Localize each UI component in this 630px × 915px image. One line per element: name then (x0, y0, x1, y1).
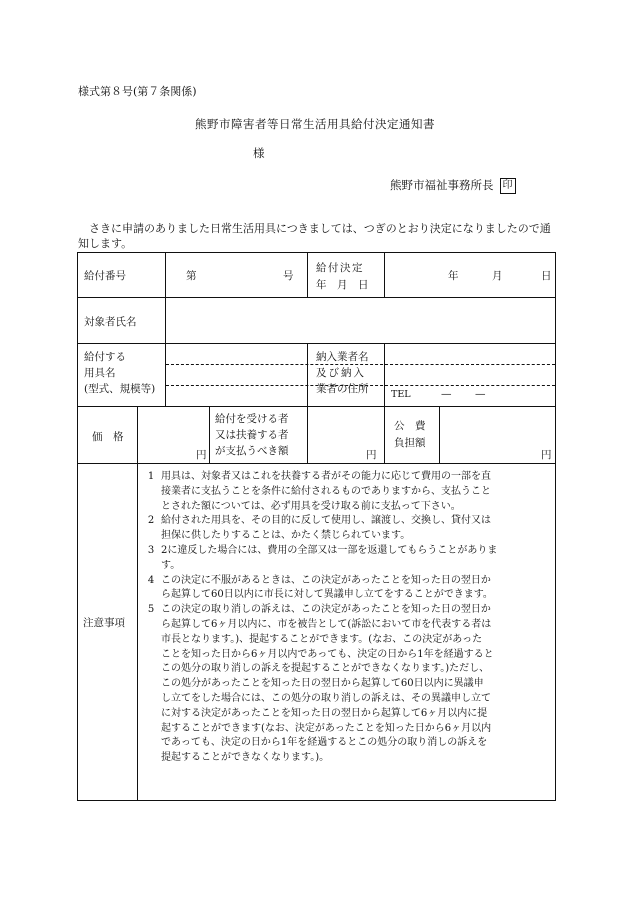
recipient-honorific: 様 (253, 146, 265, 160)
issuer-name: 熊野市福祉事務所長 (390, 178, 494, 192)
year-label: 年 (448, 270, 459, 282)
form-number-label: 様式第８号(第７条関係) (78, 85, 197, 98)
row-equipment (78, 344, 555, 407)
tel-dash: — (475, 388, 486, 400)
public-burden-yen: 円 (541, 449, 552, 461)
note-line: し立てをした場合には、この処分の取り消しの訴えは、その異議申し立て (161, 692, 491, 704)
note-line: ことを知った日から6ヶ月以内であっても、決定の日から1年を経過すると (161, 648, 494, 660)
payer-amount-label-line: が支払うべき額 (215, 445, 289, 457)
row-subject-name (78, 298, 555, 344)
equipment-label-line: 給付する (84, 351, 126, 363)
note-number: 4 (147, 574, 155, 586)
divider (307, 253, 308, 297)
dai-label: 第 (186, 270, 197, 282)
tel-label: TEL (391, 389, 411, 400)
grant-number-label: 給付番号 (84, 270, 126, 282)
notes-list (137, 464, 555, 800)
note-text (161, 544, 497, 574)
note-line: この決定に不服があるときは、この決定があったことを知った日の翌日か (161, 574, 491, 586)
go-label: 号 (283, 270, 294, 282)
row-notes (78, 464, 555, 800)
public-burden-label-line: 負担額 (394, 437, 426, 449)
note-line: ら起算して6ヶ月以内に、市を被告として(訴訟において市を代表する者は (161, 618, 492, 630)
day-label: 日 (541, 270, 552, 282)
divider (209, 407, 210, 463)
seal-box: 印 (500, 178, 516, 194)
note-line: 市長となります。)、提起することができます。(なお、この決定があった (161, 633, 483, 645)
tel-dash: — (441, 388, 452, 400)
equipment-label-line: (型式、規模等) (84, 383, 156, 395)
vendor-entry-area (384, 344, 555, 406)
note-line: 担保に供したりすることは、かたく禁じられています。 (161, 530, 411, 542)
decision-form-table (77, 252, 556, 801)
note-line: であっても、決定の日から1年を経過するとこの処分の取り消しの訴えを (161, 737, 488, 749)
vendor-label (316, 349, 369, 397)
note-text (161, 514, 491, 544)
note-line: 2に違反した場合には、費用の全部又は一部を返還してもらうことがありま (161, 545, 498, 556)
note-line: 提起することができなくなります。)。 (161, 752, 330, 764)
issuer-block (390, 177, 516, 194)
note-text (161, 574, 493, 604)
divider (384, 253, 385, 297)
row-grant-number (78, 253, 555, 298)
intro-paragraph: さきに申請のありました日常生活用具につきましては、つぎのとおり決定になりましたので通知します。 (78, 222, 551, 250)
vendor-label-line: 納入業者名 (316, 351, 369, 363)
note-line: とされた額については、必ず用具を受け取る前に支払って下さい。 (161, 500, 461, 512)
note-line: 起することができます(なお、決定があったことを知った日から6ヶ月以内 (161, 722, 492, 734)
divider (307, 344, 308, 406)
subject-name-label: 対象者氏名 (84, 316, 137, 328)
note-line: 用具は、対象者又はこれを扶養する者がその能力に応じて費用の一部を直 (161, 471, 491, 482)
public-burden-label-line: 公 費 (394, 420, 426, 432)
note-line: ら起算して60日以内に市長に対して異議申し立てをすることができます。 (161, 589, 493, 601)
document-title: 熊野市障害者等日常生活用具給付決定通知書 (195, 117, 435, 131)
price-label: 価 格 (92, 431, 124, 443)
divider (137, 407, 138, 463)
note-number: 5 (147, 604, 155, 616)
note-line: この処分があったことを知った日の翌日から起算して60日以内に異議申 (161, 678, 484, 690)
divider (165, 298, 166, 343)
payer-amount-label (215, 411, 289, 459)
note-line: この処分の取り消しの訴えを提起することができなくなります。)ただし、 (161, 663, 490, 675)
note-line: に対する決定があったことを知った日の翌日から起算して6ヶ月以内に提 (161, 707, 488, 719)
note-line: 接業者に支払うことを条件に給付されるものでありますから、支払うこと (161, 485, 491, 497)
dashed-rule (385, 385, 555, 386)
note-number: 3 (147, 545, 155, 556)
payer-amount-label-line: 又は扶養する者 (215, 429, 289, 441)
payer-amount-yen: 円 (366, 449, 377, 461)
note-line: 給付された用具を、その目的に反して使用し、譲渡し、交換し、貸付又は (161, 515, 491, 527)
note-line: す。 (161, 559, 181, 571)
divider (307, 407, 308, 463)
vendor-label-line: 業者の住所 (316, 383, 369, 395)
dashed-rule (385, 364, 555, 365)
decision-date-label-sub: 年 月 日 (316, 279, 369, 291)
price-yen: 円 (196, 449, 207, 461)
month-label: 月 (492, 270, 503, 282)
note-text (161, 603, 494, 766)
notes-label: 注意事項 (83, 617, 125, 629)
equipment-label (84, 349, 155, 397)
public-burden-label (394, 418, 426, 452)
payer-amount-label-line: 給付を受ける者 (215, 413, 289, 425)
divider (384, 407, 385, 463)
note-text (161, 470, 491, 514)
note-line: この決定の取り消しの訴えは、この決定があったことを知った日の翌日か (161, 604, 491, 616)
note-number: 1 (147, 471, 155, 482)
divider (165, 253, 166, 297)
note-number: 2 (147, 515, 155, 527)
vendor-label-line: 及び納入 (316, 367, 366, 379)
equipment-label-line: 用具名 (84, 367, 116, 379)
decision-date-label: 給付決定 (316, 262, 364, 274)
divider (439, 407, 440, 463)
row-price (78, 407, 555, 464)
